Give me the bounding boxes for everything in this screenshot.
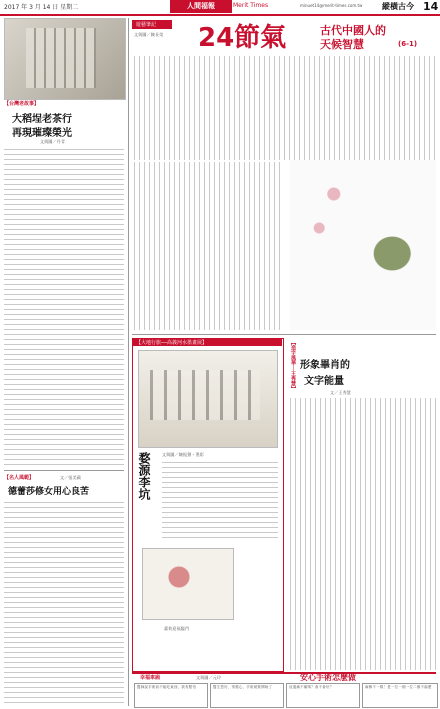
chars-tag: 【造字風華──王秀慧】: [290, 340, 296, 392]
chars-byline: 文／王秀慧: [330, 390, 351, 395]
ink-painting-houses: [150, 370, 260, 420]
divider: [4, 470, 124, 471]
comic-byline: 文與圖／元玲: [196, 675, 222, 680]
contact-email: minuet14@merit-times.com.tw: [300, 3, 363, 8]
column-divider: [128, 18, 129, 706]
travel-tag: 【大地行旅──高義河水墨畫展】: [136, 340, 208, 346]
comic-bubble-3: 這邊痛不痛嗎？會不會好？: [289, 685, 334, 689]
chars-body: [288, 398, 436, 670]
comic-bubble-4: 麻醉不一樣！是一位一個一位二個不偏麼: [365, 685, 432, 689]
chars-title-2: 文字能量: [304, 376, 344, 387]
column-name: 縱橫古今: [382, 2, 414, 11]
newspaper-logo: 人間福報: [170, 0, 232, 13]
issue-date: 2017 年 3 月 14 日 星期二: [4, 4, 79, 11]
merit-times-label: Merit Times: [233, 2, 269, 9]
feature-title-2: 天候智慧: [320, 38, 364, 51]
feature-body-lower: [132, 162, 282, 330]
travel-body: [162, 460, 278, 540]
comic-bubble-2: 醫生您好，別擔心，手術就要開始了: [213, 685, 273, 689]
feature-label: 遊藝筆記: [136, 22, 157, 28]
feature-part: (6-1): [398, 40, 418, 48]
lotus-painting: [142, 548, 234, 620]
taiwan-story-byline: 文與圖／丹青: [40, 139, 66, 144]
page-number: 14: [423, 0, 439, 13]
feature-title-1: 古代中國人的: [320, 24, 386, 37]
comic-bubble-1: 醫師說手術前不能吃東西，我有點怕: [137, 685, 197, 689]
taiwan-story-title-1: 大稻埕老茶行: [12, 114, 72, 125]
travel-vertical-title: 婺源李坑: [137, 452, 151, 500]
celebrity-byline: 文／張美蘋: [60, 475, 81, 480]
feature-big-title: 24節氣: [198, 23, 287, 53]
building-photo-detail: [26, 28, 96, 88]
feature-body: [132, 56, 436, 160]
chars-title-1: 形象畢肖的: [300, 360, 350, 371]
celebrity-title: 德蕾莎修女用心良苦: [8, 487, 90, 497]
taiwan-story-tag: 【台灣老故事】: [4, 101, 40, 107]
celebrity-body: [4, 500, 124, 705]
feature-byline: 文與圖／陳長榮: [134, 32, 164, 37]
taiwan-story-body: [4, 147, 124, 467]
comic-series: 幸福車廂: [140, 675, 161, 681]
frog-painting: [290, 160, 436, 330]
comic-title: 安心手術怎麼做: [300, 673, 356, 682]
divider: [132, 334, 436, 335]
lotus-caption: 畫荷迎福臨門: [164, 626, 190, 631]
taiwan-story-title-2: 再現璀璨榮光: [12, 128, 72, 139]
celebrity-tag: 【名人風範】: [4, 475, 35, 481]
travel-byline: 文與圖／陳振聲・墨彩: [162, 452, 204, 457]
